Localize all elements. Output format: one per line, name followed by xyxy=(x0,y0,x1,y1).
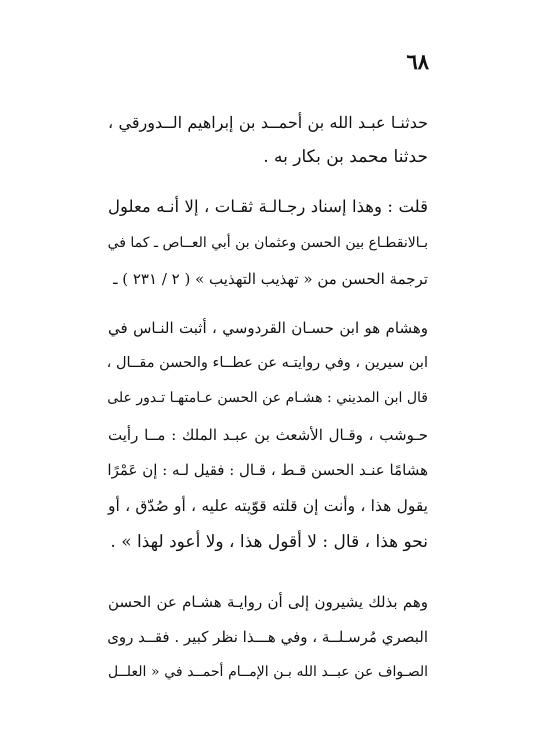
text-line: البصري مُرسـلــة ، وفي هـــذا نظر كبير . فقــد روى xyxy=(107,628,428,646)
text-line: يقول هذا ، وأنت إن قلته قوّيته عليه ، أو صُدّق ، أو xyxy=(108,497,428,515)
text-line: وهم بذلك يشيرون إلى أن روايـة هشـام عن الحسن xyxy=(108,593,428,611)
text-line: حـوشب ، وقـال الأشعث بن عبـد الملك : مــا رأيت xyxy=(108,426,428,444)
text-line: هشامًا عنـد الحسن قـط ، قـال : فقيل لـه : إن عَمْرًا xyxy=(107,461,428,479)
page-number: ٦٨ xyxy=(406,49,429,74)
text-line: قلت : وهذا إسناد رجـالـة ثقـات ، إلا أنـه معلول xyxy=(108,197,428,216)
text-line: وهشام هو ابن حسـان القردوسي ، أثبت النـاس في xyxy=(108,319,428,337)
text-line: حدثنا محمد بن بكار به . xyxy=(263,147,428,167)
text-line: ابن سيرين ، وفي روايتـه عن عطــاء والحسن مقــال ، xyxy=(106,355,428,371)
text-line: بـالانقطـاع بين الحسن وعثمان بن أبي العــاص ـ كما في xyxy=(107,235,428,251)
text-line: ترجمة الحسن من « تهذيب التهذيب » ( ٢ / ٢٣١ ) ـ xyxy=(113,270,428,288)
text-line: نحو هذا ، قال : لا أقول هذا ، ولا أعود لهذا » . xyxy=(110,532,428,552)
text-line: حدثنـا عبـد الله بن أحمــد بن إبراهيم الــدورقي ، xyxy=(108,113,428,132)
text-line: الصـواف عن عبــد الله بـن الإمــام أحمــد في « العلــل xyxy=(108,664,428,680)
text-line: قال ابن المديني : هشـام عن الحسن عـامتهـا تـدور على xyxy=(107,390,428,406)
